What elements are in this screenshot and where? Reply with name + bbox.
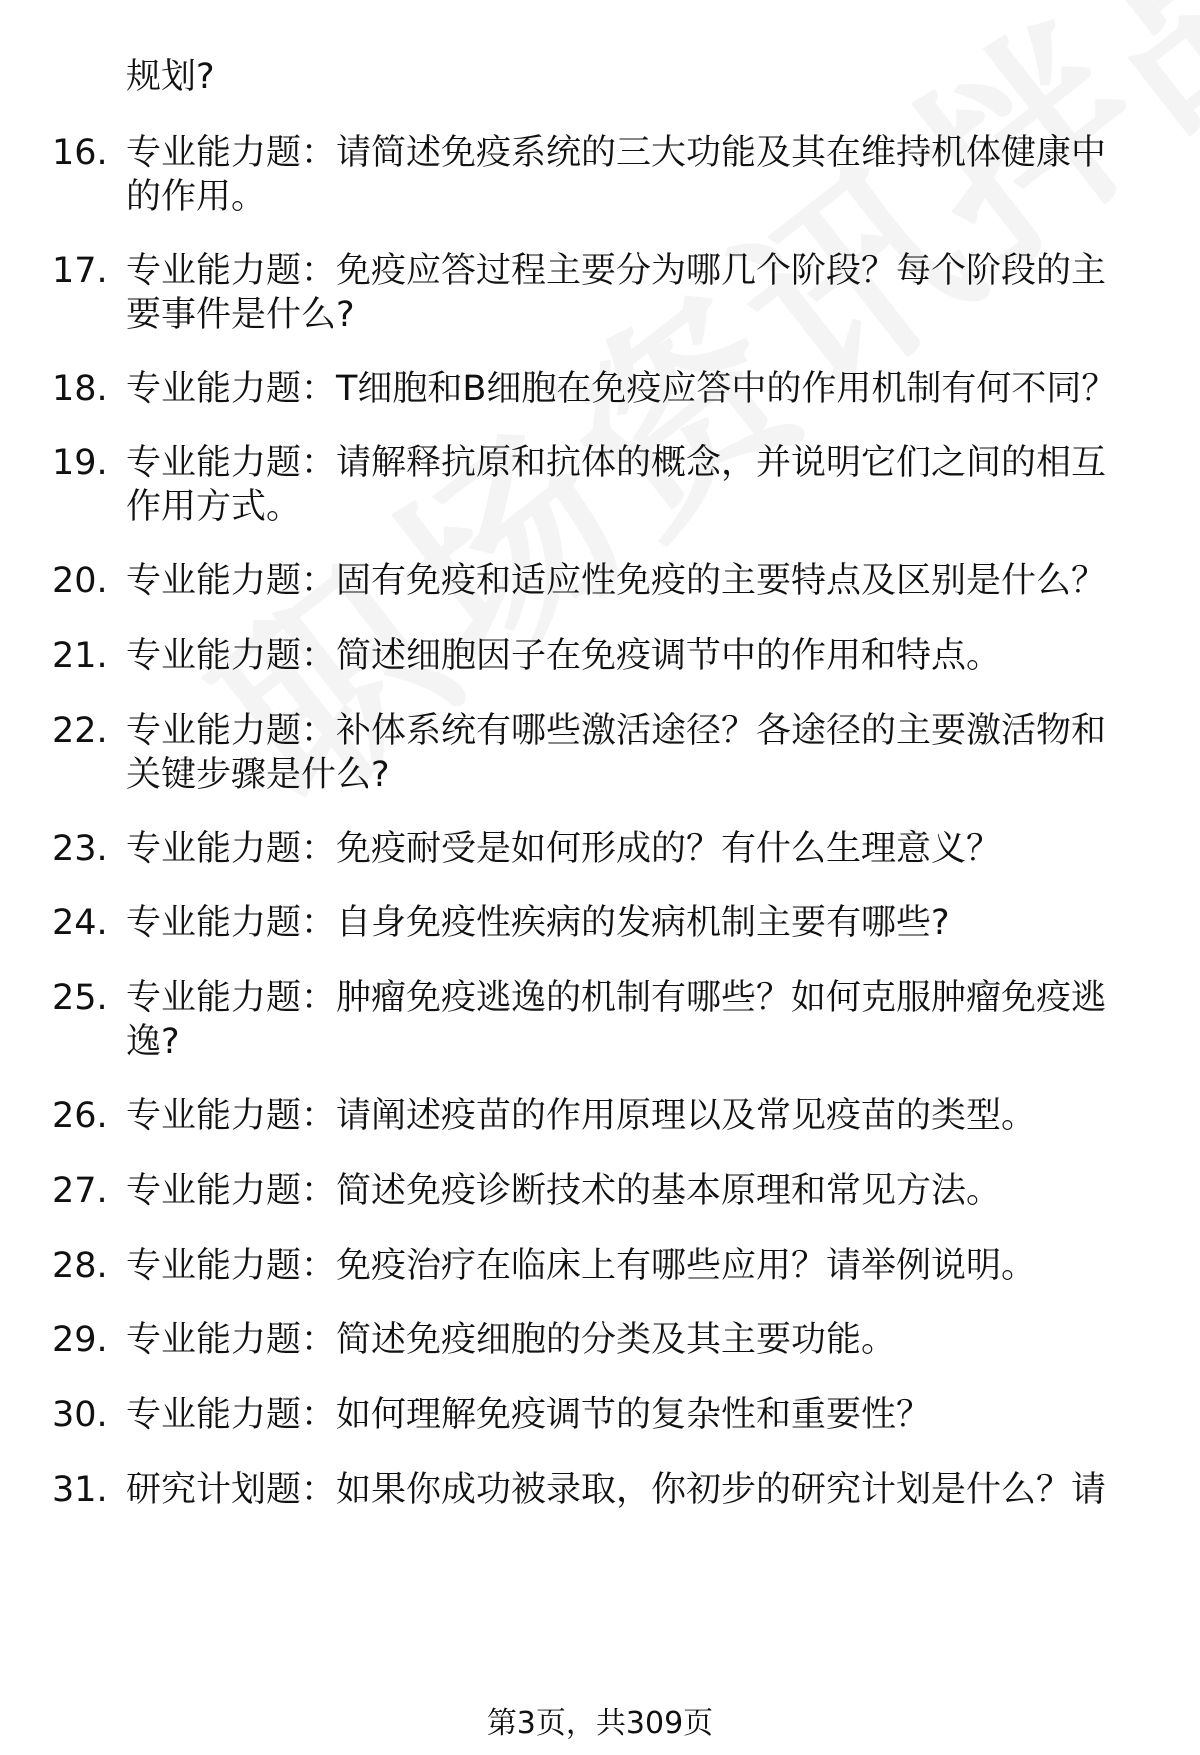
question-text: 要事件是什么? [126, 295, 355, 335]
question-number: 29. [52, 1320, 108, 1360]
question-text: 研究计划题：如果你成功被录取，你初步的研究计划是什么？请 [126, 1470, 1107, 1510]
question-17-cont [0, 290, 1200, 340]
question-text: 专业能力题：补体系统有哪些激活途径？各途径的主要激活物和 [126, 711, 1107, 751]
question-text: 专业能力题：免疫耐受是如何形成的？有什么生理意义？ [126, 829, 1002, 869]
question-17 [0, 246, 1200, 296]
question-text: 专业能力题：简述免疫诊断技术的基本原理和常见方法。 [126, 1171, 1002, 1211]
question-number: 23. [52, 829, 108, 869]
question-31 [0, 1465, 1200, 1515]
page-footer [0, 1702, 1200, 1746]
question-text: 专业能力题：肿瘤免疫逃逸的机制有哪些？如何克服肿瘤免疫逃 [126, 978, 1107, 1018]
question-text: 专业能力题：如何理解免疫调节的复杂性和重要性？ [126, 1395, 932, 1435]
question-text: 专业能力题：免疫应答过程主要分为哪几个阶段？每个阶段的主 [126, 251, 1107, 291]
question-30 [0, 1390, 1200, 1440]
question-text: 专业能力题：请阐述疫苗的作用原理以及常见疫苗的类型。 [126, 1096, 1037, 1136]
question-text: 专业能力题：简述细胞因子在免疫调节中的作用和特点。 [126, 636, 1002, 676]
question-16 [0, 128, 1200, 178]
question-text: 作用方式。 [126, 487, 302, 527]
continuation-line [0, 52, 1200, 102]
question-23 [0, 824, 1200, 874]
question-number: 25. [52, 978, 108, 1018]
continuation-text: 规划? [126, 57, 215, 97]
question-28 [0, 1241, 1200, 1291]
question-number: 22. [52, 711, 108, 751]
question-27 [0, 1166, 1200, 1216]
question-number: 18. [52, 369, 108, 409]
question-text: 专业能力题：请简述免疫系统的三大功能及其在维持机体健康中 [126, 133, 1107, 173]
question-21 [0, 631, 1200, 681]
question-18 [0, 364, 1200, 414]
question-26 [0, 1091, 1200, 1141]
page-number-label: 第3页，共309页 [486, 1706, 714, 1741]
question-29 [0, 1315, 1200, 1365]
question-19 [0, 438, 1200, 488]
question-text: 关键步骤是什么? [126, 755, 390, 795]
question-number: 26. [52, 1096, 108, 1136]
question-number: 24. [52, 903, 108, 943]
question-number: 27. [52, 1171, 108, 1211]
question-number: 21. [52, 636, 108, 676]
question-text: 专业能力题：请解释抗原和抗体的概念，并说明它们之间的相互 [126, 443, 1107, 483]
question-25 [0, 973, 1200, 1023]
question-text: 逸? [126, 1022, 180, 1062]
question-text: 专业能力题：固有免疫和适应性免疫的主要特点及区别是什么？ [126, 561, 1107, 601]
question-text: 专业能力题：T细胞和B细胞在免疫应答中的作用机制有何不同？ [126, 369, 1117, 409]
question-25-cont [0, 1017, 1200, 1067]
question-number: 20. [52, 561, 108, 601]
question-20 [0, 556, 1200, 606]
question-text: 专业能力题：简述免疫细胞的分类及其主要功能。 [126, 1320, 897, 1360]
question-text: 的作用。 [126, 177, 267, 217]
question-number: 19. [52, 443, 108, 483]
question-22 [0, 706, 1200, 756]
question-16-cont [0, 172, 1200, 222]
question-number: 30. [52, 1395, 108, 1435]
question-19-cont [0, 482, 1200, 532]
question-number: 28. [52, 1246, 108, 1286]
question-22-cont [0, 750, 1200, 800]
question-text: 专业能力题：自身免疫性疾病的发病机制主要有哪些? [126, 903, 950, 943]
question-24 [0, 898, 1200, 948]
question-number: 31. [52, 1470, 108, 1510]
question-number: 17. [52, 251, 108, 291]
question-text: 专业能力题：免疫治疗在临床上有哪些应用？请举例说明。 [126, 1246, 1037, 1286]
question-number: 16. [52, 133, 108, 173]
